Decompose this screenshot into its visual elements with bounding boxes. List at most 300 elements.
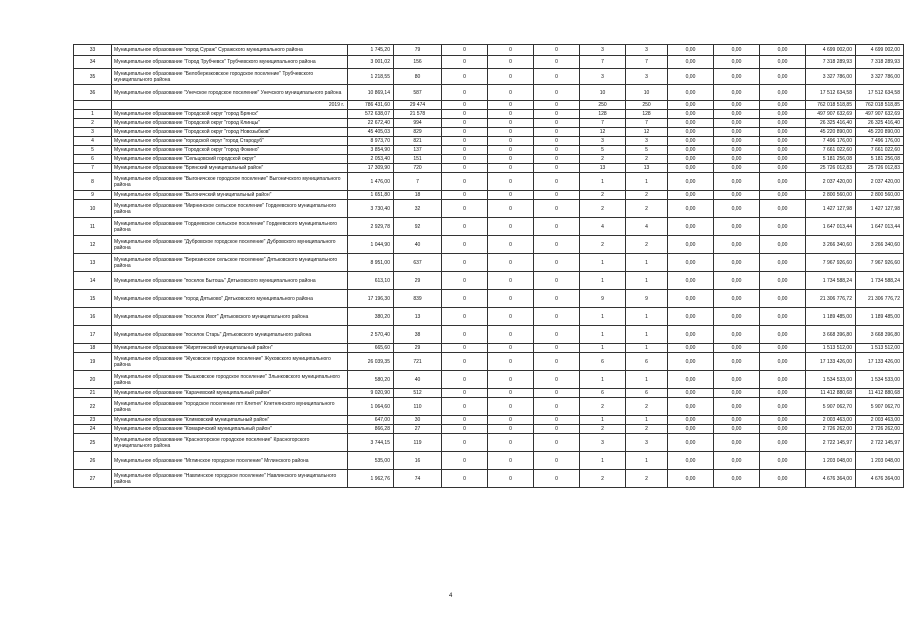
area-value: 3 001,02 xyxy=(348,56,394,69)
table-row xyxy=(74,155,904,164)
area-value: 3 730,40 xyxy=(348,200,394,218)
col6-value: 0 xyxy=(534,45,580,56)
col5-value: 0 xyxy=(488,137,534,146)
col5-value: 0 xyxy=(488,425,534,434)
count-value: 29 xyxy=(394,272,442,290)
col5-value: 0 xyxy=(488,85,534,101)
col6-value: 0 xyxy=(534,470,580,488)
col7-value: 2 xyxy=(580,191,626,200)
col7-value: 2 xyxy=(580,200,626,218)
col7-value: 2 xyxy=(580,470,626,488)
row-number: 6 xyxy=(74,155,112,164)
row-number: 21 xyxy=(74,389,112,398)
total-amount-value: 5 181 256,08 xyxy=(856,155,904,164)
col7-value: 1 xyxy=(580,308,626,326)
municipality-name: Муниципальное образование "Городской округ "город Брянск" xyxy=(112,110,348,119)
amount-value: 7 318 289,93 xyxy=(806,56,856,69)
col5-value: 0 xyxy=(488,56,534,69)
total-amount-value: 1 534 533,00 xyxy=(856,371,904,389)
col5-value: 0 xyxy=(488,254,534,272)
col6-value: 0 xyxy=(534,191,580,200)
col4-value: 0 xyxy=(442,173,488,191)
area-value: 2 053,40 xyxy=(348,155,394,164)
area-value: 786 431,60 xyxy=(348,101,394,110)
amount-value: 7 496 176,00 xyxy=(806,137,856,146)
col5-value: 0 xyxy=(488,45,534,56)
municipality-name: Муниципальное образование "поселок Бытошь" Дятьковского муниципального района xyxy=(112,272,348,290)
col11-value: 0,00 xyxy=(760,389,806,398)
col6-value: 0 xyxy=(534,85,580,101)
col4-value: 0 xyxy=(442,128,488,137)
table-row xyxy=(74,425,904,434)
col10-value: 0,00 xyxy=(714,416,760,425)
col8-value: 4 xyxy=(626,218,668,236)
col4-value: 0 xyxy=(442,470,488,488)
col8-value: 1 xyxy=(626,308,668,326)
count-value: 40 xyxy=(394,371,442,389)
amount-value: 7 661 022,60 xyxy=(806,146,856,155)
row-number: 13 xyxy=(74,254,112,272)
col11-value: 0,00 xyxy=(760,119,806,128)
col10-value: 0,00 xyxy=(714,191,760,200)
col10-value: 0,00 xyxy=(714,218,760,236)
municipality-name: Муниципальное образование "город Сураж" Суражского муниципального района xyxy=(112,45,348,56)
count-value: 137 xyxy=(394,146,442,155)
col6-value: 0 xyxy=(534,128,580,137)
row-number: 36 xyxy=(74,85,112,101)
col6-value: 0 xyxy=(534,290,580,308)
col5-value: 0 xyxy=(488,389,534,398)
col10-value: 0,00 xyxy=(714,119,760,128)
table-row xyxy=(74,200,904,218)
col6-value: 0 xyxy=(534,452,580,470)
area-value: 866,28 xyxy=(348,425,394,434)
table-row xyxy=(74,254,904,272)
col9-value: 0,00 xyxy=(668,146,714,155)
municipality-name: Муниципальное образование "город Дятьково" Дятьковского муниципального района xyxy=(112,290,348,308)
municipality-name: Муниципальное образование "Гордеевское сельское поселение" Гордеевского муниципального района xyxy=(112,218,348,236)
col5-value: 0 xyxy=(488,416,534,425)
col4-value: 0 xyxy=(442,344,488,353)
col11-value: 0,00 xyxy=(760,155,806,164)
total-amount-value: 1 647 013,44 xyxy=(856,218,904,236)
col7-value: 4 xyxy=(580,218,626,236)
col11-value: 0,00 xyxy=(760,290,806,308)
col8-value: 128 xyxy=(626,110,668,119)
col5-value: 0 xyxy=(488,218,534,236)
col9-value: 0,00 xyxy=(668,290,714,308)
table-row xyxy=(74,389,904,398)
municipality-name: Муниципальное образование "Сельцовский городской округ" xyxy=(112,155,348,164)
municipality-name: Муниципальное образование "Красногорское городское поселение" Красногорского муниципального района xyxy=(112,434,348,452)
total-amount-value: 3 668 396,80 xyxy=(856,326,904,344)
area-value: 613,10 xyxy=(348,272,394,290)
col7-value: 13 xyxy=(580,164,626,173)
row-number: 11 xyxy=(74,218,112,236)
total-amount-value: 1 513 512,00 xyxy=(856,344,904,353)
total-amount-value: 25 726 012,83 xyxy=(856,164,904,173)
table-row xyxy=(74,218,904,236)
count-value: 29 474 xyxy=(394,101,442,110)
amount-value: 3 668 396,80 xyxy=(806,326,856,344)
amount-value: 11 412 880,68 xyxy=(806,389,856,398)
count-value: 29 xyxy=(394,344,442,353)
row-number: 19 xyxy=(74,353,112,371)
col4-value: 0 xyxy=(442,308,488,326)
amount-value: 497 907 632,69 xyxy=(806,110,856,119)
area-value: 45 405,03 xyxy=(348,128,394,137)
amount-value: 5 181 256,08 xyxy=(806,155,856,164)
row-number: 9 xyxy=(74,191,112,200)
table-row xyxy=(74,353,904,371)
amount-value: 26 325 416,40 xyxy=(806,119,856,128)
area-value: 10 869,14 xyxy=(348,85,394,101)
col11-value: 0,00 xyxy=(760,434,806,452)
row-number: 33 xyxy=(74,45,112,56)
col6-value: 0 xyxy=(534,218,580,236)
col6-value: 0 xyxy=(534,416,580,425)
col7-value: 1 xyxy=(580,254,626,272)
municipality-name: Муниципальное образование "Белоберезковское городское поселение" Трубчевского муниципального района xyxy=(112,69,348,85)
col4-value: 0 xyxy=(442,452,488,470)
col9-value: 0,00 xyxy=(668,398,714,416)
col6-value: 0 xyxy=(534,155,580,164)
col10-value: 0,00 xyxy=(714,173,760,191)
row-number: 8 xyxy=(74,173,112,191)
count-value: 720 xyxy=(394,164,442,173)
col6-value: 0 xyxy=(534,69,580,85)
total-amount-value: 5 907 062,70 xyxy=(856,398,904,416)
col11-value: 0,00 xyxy=(760,56,806,69)
col6-value: 0 xyxy=(534,137,580,146)
row-number: 3 xyxy=(74,128,112,137)
amount-value: 2 726 262,00 xyxy=(806,425,856,434)
col8-value: 5 xyxy=(626,146,668,155)
count-value: 151 xyxy=(394,155,442,164)
row-number: 10 xyxy=(74,200,112,218)
municipality-name: Муниципальное образование "Жуковское городское поселение" Жуковского муниципального района xyxy=(112,353,348,371)
area-value: 9 020,90 xyxy=(348,389,394,398)
total-amount-value: 11 412 880,68 xyxy=(856,389,904,398)
col10-value: 0,00 xyxy=(714,146,760,155)
col10-value: 0,00 xyxy=(714,371,760,389)
col11-value: 0,00 xyxy=(760,353,806,371)
col5-value: 0 xyxy=(488,69,534,85)
municipality-name: Муниципальное образование "городской округ "город Стародуб" xyxy=(112,137,348,146)
municipality-name: Муниципальное образование "Городской округ "город Клинцы" xyxy=(112,119,348,128)
col8-value: 2 xyxy=(626,191,668,200)
col10-value: 0,00 xyxy=(714,290,760,308)
col6-value: 0 xyxy=(534,173,580,191)
municipality-name: Муниципальное образование "городское поселение пгт Клетня" Клетнянского муниципального района xyxy=(112,398,348,416)
col4-value: 0 xyxy=(442,164,488,173)
col10-value: 0,00 xyxy=(714,200,760,218)
area-value: 26 039,35 xyxy=(348,353,394,371)
col7-value: 3 xyxy=(580,434,626,452)
area-value: 1 218,55 xyxy=(348,69,394,85)
col11-value: 0,00 xyxy=(760,398,806,416)
col8-value: 2 xyxy=(626,200,668,218)
amount-value: 7 967 926,60 xyxy=(806,254,856,272)
col5-value: 0 xyxy=(488,326,534,344)
table-row xyxy=(74,191,904,200)
total-amount-value: 7 318 289,93 xyxy=(856,56,904,69)
municipality-name: Муниципальное образование "Городской округ "город Новозыбков" xyxy=(112,128,348,137)
table-row xyxy=(74,326,904,344)
row-number: 18 xyxy=(74,344,112,353)
amount-value: 45 220 890,00 xyxy=(806,128,856,137)
col9-value: 0,00 xyxy=(668,353,714,371)
count-value: 21 578 xyxy=(394,110,442,119)
table-row xyxy=(74,371,904,389)
col7-value: 3 xyxy=(580,69,626,85)
table-row xyxy=(74,128,904,137)
col9-value: 0,00 xyxy=(668,119,714,128)
total-amount-value: 1 203 048,00 xyxy=(856,452,904,470)
col10-value: 0,00 xyxy=(714,236,760,254)
count-value: 79 xyxy=(394,45,442,56)
area-value: 1 476,00 xyxy=(348,173,394,191)
col11-value: 0,00 xyxy=(760,110,806,119)
municipality-name: Муниципальное образование "поселок Старь" Дятьковского муниципального района xyxy=(112,326,348,344)
count-value: 512 xyxy=(394,389,442,398)
col11-value: 0,00 xyxy=(760,191,806,200)
municipality-name: Муниципальное образование "Карачевский муниципальный район" xyxy=(112,389,348,398)
col8-value: 7 xyxy=(626,56,668,69)
col8-value: 2 xyxy=(626,236,668,254)
col8-value: 2 xyxy=(626,470,668,488)
col7-value: 1 xyxy=(580,452,626,470)
amount-value: 17 512 634,58 xyxy=(806,85,856,101)
row-number: 20 xyxy=(74,371,112,389)
col11-value: 0,00 xyxy=(760,272,806,290)
col10-value: 0,00 xyxy=(714,254,760,272)
col11-value: 0,00 xyxy=(760,69,806,85)
col5-value: 0 xyxy=(488,344,534,353)
col4-value: 0 xyxy=(442,254,488,272)
col8-value: 12 xyxy=(626,128,668,137)
table-row xyxy=(74,56,904,69)
count-value: 80 xyxy=(394,69,442,85)
total-amount-value: 497 907 632,69 xyxy=(856,110,904,119)
col5-value: 0 xyxy=(488,164,534,173)
col11-value: 0,00 xyxy=(760,173,806,191)
area-value: 8 951,00 xyxy=(348,254,394,272)
count-value: 156 xyxy=(394,56,442,69)
area-value: 3 744,15 xyxy=(348,434,394,452)
row-number xyxy=(74,101,112,110)
total-amount-value: 4 699 002,00 xyxy=(856,45,904,56)
count-value: 38 xyxy=(394,326,442,344)
col11-value: 0,00 xyxy=(760,101,806,110)
col7-value: 2 xyxy=(580,155,626,164)
amount-value: 1 513 512,00 xyxy=(806,344,856,353)
amount-value: 5 907 062,70 xyxy=(806,398,856,416)
col11-value: 0,00 xyxy=(760,416,806,425)
col10-value: 0,00 xyxy=(714,353,760,371)
table-row xyxy=(74,85,904,101)
col4-value: 0 xyxy=(442,326,488,344)
municipality-name: Муниципальное образование "Березинское сельское поселение" Дятьковского муниципального района xyxy=(112,254,348,272)
municipality-name: 2019 г. xyxy=(112,101,348,110)
row-number: 1 xyxy=(74,110,112,119)
amount-value: 4 699 002,00 xyxy=(806,45,856,56)
table-row xyxy=(74,69,904,85)
total-amount-value: 3 327 786,00 xyxy=(856,69,904,85)
col4-value: 0 xyxy=(442,416,488,425)
amount-value: 21 306 776,72 xyxy=(806,290,856,308)
total-amount-value: 1 734 588,24 xyxy=(856,272,904,290)
col4-value: 0 xyxy=(442,290,488,308)
col8-value: 3 xyxy=(626,69,668,85)
col8-value: 2 xyxy=(626,398,668,416)
count-value: 92 xyxy=(394,218,442,236)
col7-value: 7 xyxy=(580,119,626,128)
col9-value: 0,00 xyxy=(668,137,714,146)
area-value: 1 651,80 xyxy=(348,191,394,200)
col10-value: 0,00 xyxy=(714,272,760,290)
area-value: 2 929,78 xyxy=(348,218,394,236)
amount-value: 1 189 485,00 xyxy=(806,308,856,326)
col10-value: 0,00 xyxy=(714,155,760,164)
col4-value: 0 xyxy=(442,146,488,155)
col11-value: 0,00 xyxy=(760,45,806,56)
col4-value: 0 xyxy=(442,85,488,101)
table-row xyxy=(74,164,904,173)
col9-value: 0,00 xyxy=(668,200,714,218)
total-amount-value: 1 427 127,98 xyxy=(856,200,904,218)
count-value: 839 xyxy=(394,290,442,308)
count-value: 74 xyxy=(394,470,442,488)
area-value: 17 309,90 xyxy=(348,164,394,173)
col7-value: 5 xyxy=(580,146,626,155)
col10-value: 0,00 xyxy=(714,326,760,344)
municipality-name: Муниципальное образование "Выгоничский муниципальный район" xyxy=(112,191,348,200)
col8-value: 1 xyxy=(626,416,668,425)
col8-value: 2 xyxy=(626,155,668,164)
col11-value: 0,00 xyxy=(760,425,806,434)
col4-value: 0 xyxy=(442,119,488,128)
col4-value: 0 xyxy=(442,101,488,110)
col8-value: 250 xyxy=(626,101,668,110)
row-number: 34 xyxy=(74,56,112,69)
col7-value: 1 xyxy=(580,416,626,425)
area-value: 1 044,90 xyxy=(348,236,394,254)
amount-value: 2 037 420,00 xyxy=(806,173,856,191)
col9-value: 0,00 xyxy=(668,164,714,173)
col9-value: 0,00 xyxy=(668,101,714,110)
col8-value: 3 xyxy=(626,434,668,452)
count-value: 821 xyxy=(394,137,442,146)
total-amount-value: 2 722 145,97 xyxy=(856,434,904,452)
col10-value: 0,00 xyxy=(714,85,760,101)
area-value: 1 064,60 xyxy=(348,398,394,416)
col11-value: 0,00 xyxy=(760,85,806,101)
col9-value: 0,00 xyxy=(668,371,714,389)
col7-value: 1 xyxy=(580,272,626,290)
col5-value: 0 xyxy=(488,191,534,200)
total-amount-value: 7 496 176,00 xyxy=(856,137,904,146)
area-value: 22 672,40 xyxy=(348,119,394,128)
total-amount-value: 4 676 364,00 xyxy=(856,470,904,488)
col6-value: 0 xyxy=(534,344,580,353)
col5-value: 0 xyxy=(488,128,534,137)
amount-value: 1 203 048,00 xyxy=(806,452,856,470)
count-value: 13 xyxy=(394,308,442,326)
area-value: 8 973,70 xyxy=(348,137,394,146)
col5-value: 0 xyxy=(488,173,534,191)
col9-value: 0,00 xyxy=(668,56,714,69)
col4-value: 0 xyxy=(442,236,488,254)
col4-value: 0 xyxy=(442,425,488,434)
amount-value: 17 133 426,00 xyxy=(806,353,856,371)
amount-value: 2 722 145,97 xyxy=(806,434,856,452)
col7-value: 128 xyxy=(580,110,626,119)
col7-value: 2 xyxy=(580,236,626,254)
col5-value: 0 xyxy=(488,236,534,254)
table-row xyxy=(74,434,904,452)
col8-value: 10 xyxy=(626,85,668,101)
count-value: 30 xyxy=(394,416,442,425)
col9-value: 0,00 xyxy=(668,272,714,290)
col7-value: 9 xyxy=(580,290,626,308)
table-row xyxy=(74,398,904,416)
municipality-name: Муниципальное образование "Мглинское городское поселение" Мглинского района xyxy=(112,452,348,470)
col10-value: 0,00 xyxy=(714,56,760,69)
col6-value: 0 xyxy=(534,398,580,416)
col6-value: 0 xyxy=(534,236,580,254)
col10-value: 0,00 xyxy=(714,425,760,434)
count-value: 110 xyxy=(394,398,442,416)
col11-value: 0,00 xyxy=(760,137,806,146)
row-number: 27 xyxy=(74,470,112,488)
row-number: 7 xyxy=(74,164,112,173)
col8-value: 3 xyxy=(626,137,668,146)
col7-value: 1 xyxy=(580,344,626,353)
area-value: 1 962,76 xyxy=(348,470,394,488)
col9-value: 0,00 xyxy=(668,173,714,191)
row-number: 23 xyxy=(74,416,112,425)
col9-value: 0,00 xyxy=(668,218,714,236)
total-amount-value: 17 133 426,00 xyxy=(856,353,904,371)
col7-value: 250 xyxy=(580,101,626,110)
row-number: 14 xyxy=(74,272,112,290)
col6-value: 0 xyxy=(534,425,580,434)
area-value: 572 638,07 xyxy=(348,110,394,119)
amount-value: 25 726 012,83 xyxy=(806,164,856,173)
col8-value: 1 xyxy=(626,254,668,272)
col6-value: 0 xyxy=(534,254,580,272)
col10-value: 0,00 xyxy=(714,45,760,56)
col5-value: 0 xyxy=(488,155,534,164)
col4-value: 0 xyxy=(442,69,488,85)
col10-value: 0,00 xyxy=(714,398,760,416)
municipality-name: Муниципальное образование "Вышковское городское поселение" Злынковского муниципального района xyxy=(112,371,348,389)
col9-value: 0,00 xyxy=(668,326,714,344)
col4-value: 0 xyxy=(442,200,488,218)
row-number: 22 xyxy=(74,398,112,416)
col10-value: 0,00 xyxy=(714,452,760,470)
count-value: 16 xyxy=(394,452,442,470)
table-row xyxy=(74,470,904,488)
amount-value: 2 800 560,00 xyxy=(806,191,856,200)
municipality-name: Муниципальное образование "Навлинское городское поселение" Навлинского муниципального района xyxy=(112,470,348,488)
col4-value: 0 xyxy=(442,353,488,371)
col6-value: 0 xyxy=(534,434,580,452)
col10-value: 0,00 xyxy=(714,470,760,488)
col9-value: 0,00 xyxy=(668,434,714,452)
amount-value: 1 534 533,00 xyxy=(806,371,856,389)
